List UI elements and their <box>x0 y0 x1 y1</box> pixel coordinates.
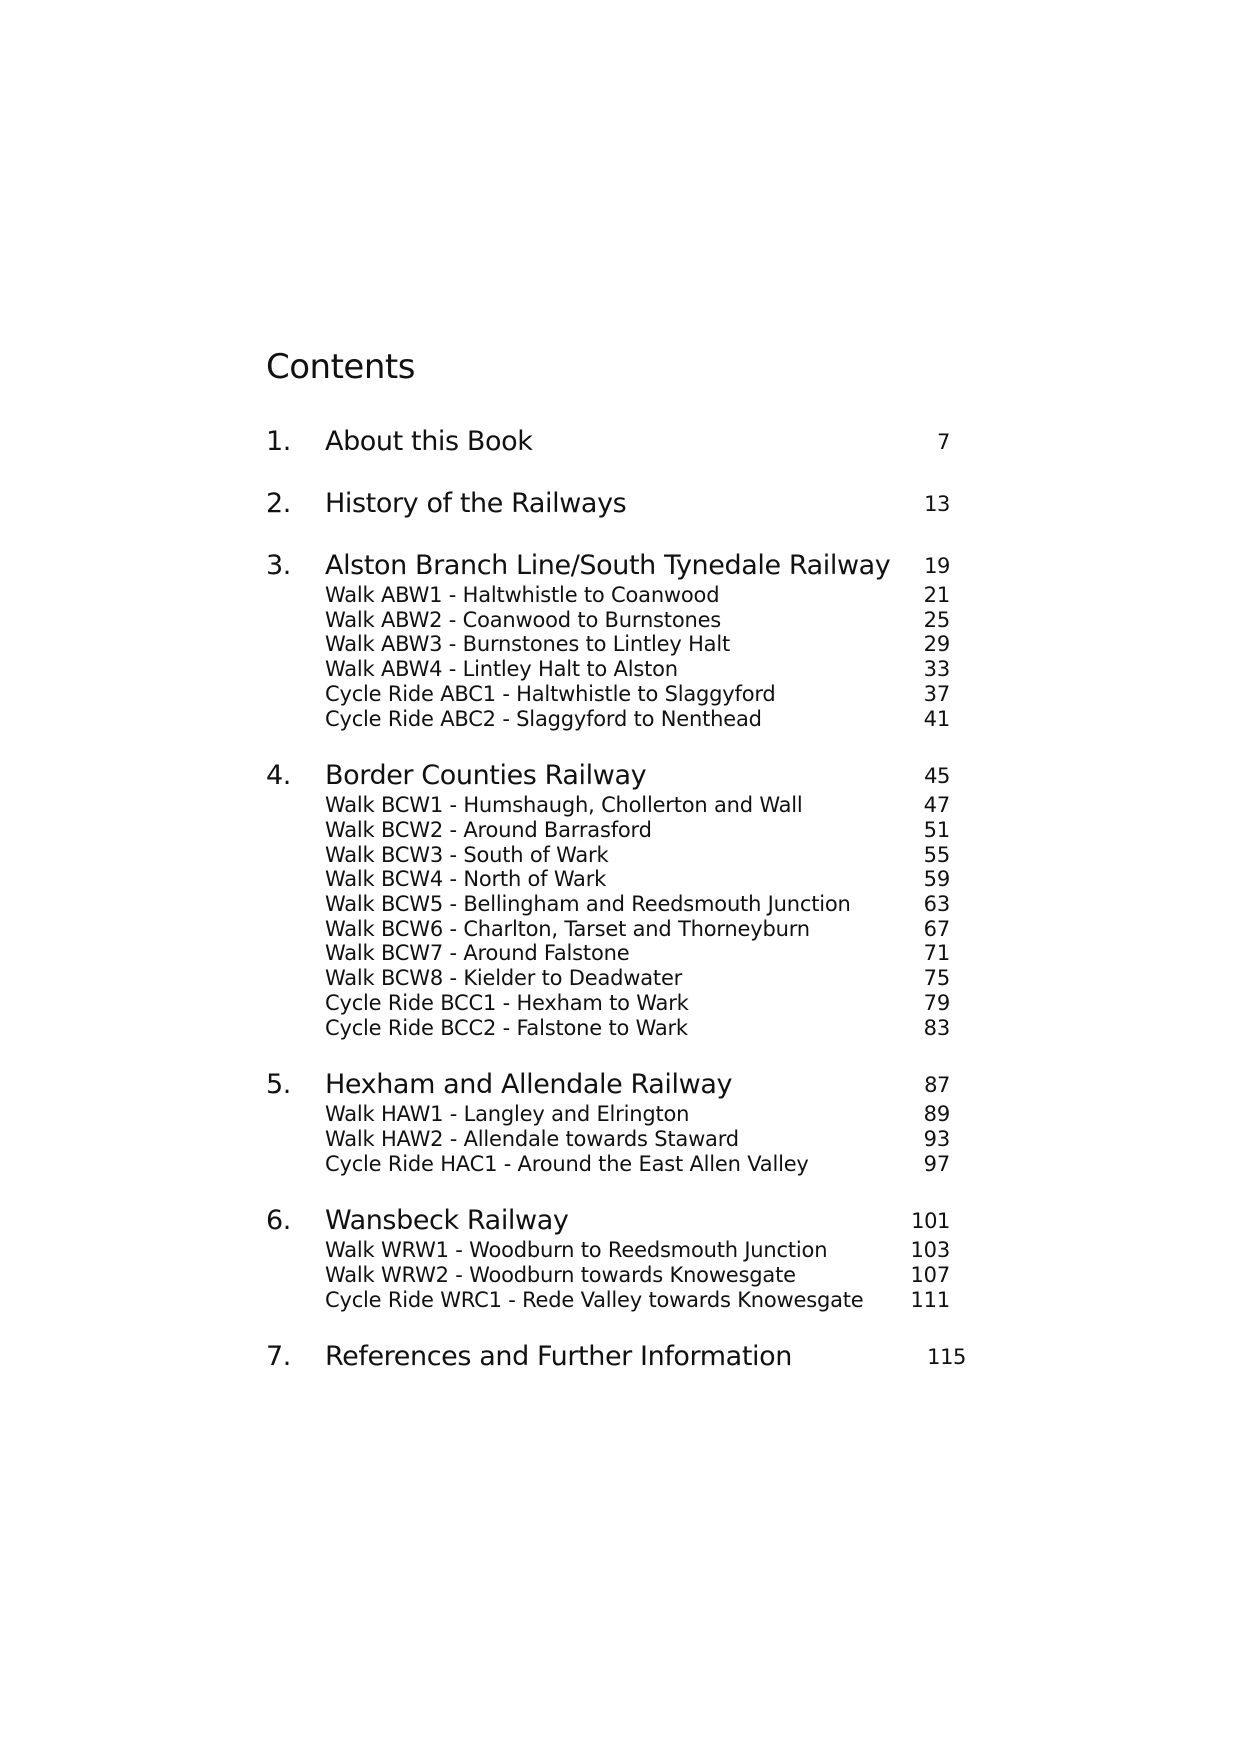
toc-entry-row[interactable] <box>266 941 966 966</box>
toc-entry-row[interactable] <box>266 966 966 991</box>
entry-title: Walk BCW3 - South of Wark <box>325 842 609 867</box>
chapter-title: Border Counties Railway <box>325 760 647 792</box>
toc-entry-row[interactable] <box>266 793 966 818</box>
toc-chapter-row[interactable] <box>266 759 966 793</box>
chapter-page-number: 115 <box>927 1345 966 1370</box>
chapter-number: 2. <box>266 488 291 519</box>
chapter-number: 6. <box>266 1205 291 1237</box>
toc-entry-row[interactable] <box>266 1127 966 1152</box>
entry-page-number: 33 <box>923 657 950 682</box>
toc-entry-row[interactable] <box>266 583 966 608</box>
entry-page-number: 79 <box>923 990 950 1015</box>
entry-page-number: 25 <box>923 607 950 632</box>
toc-entry-row[interactable] <box>266 657 966 682</box>
toc-chapter-row[interactable] <box>266 425 966 459</box>
entry-title: Cycle Ride ABC2 - Slaggyford to Nenthead <box>325 706 762 731</box>
chapter-page-number: 101 <box>911 1209 950 1234</box>
chapter-page-number: 87 <box>924 1073 950 1098</box>
entry-title: Cycle Ride BCC2 - Falstone to Wark <box>325 1015 688 1040</box>
entry-title: Walk ABW4 - Lintley Halt to Alston <box>325 657 678 682</box>
chapter-title: Alston Branch Line/South Tynedale Railway <box>325 550 891 581</box>
toc-chapter-row[interactable] <box>266 1068 966 1102</box>
chapter-page-number: 45 <box>924 764 950 789</box>
entry-page-number: 103 <box>910 1238 950 1263</box>
toc-entry-row[interactable] <box>266 1016 966 1041</box>
entry-title: Walk BCW1 - Humshaugh, Chollerton and Wall <box>325 793 803 818</box>
entry-page-number: 111 <box>910 1287 950 1312</box>
entry-page-number: 63 <box>923 892 950 917</box>
toc-chapter-row[interactable] <box>266 487 966 521</box>
chapter-title: Wansbeck Railway <box>325 1205 569 1237</box>
chapter-page-number: 7 <box>937 430 950 454</box>
chapter-number: 4. <box>266 760 291 792</box>
entry-page-number: 75 <box>923 966 950 991</box>
chapter-title: History of the Railways <box>325 488 627 519</box>
entry-page-number: 29 <box>923 632 950 657</box>
entry-page-number: 93 <box>923 1126 950 1151</box>
entry-page-number: 37 <box>923 681 950 706</box>
entry-title: Walk ABW3 - Burnstones to Lintley Halt <box>325 632 731 657</box>
toc-section <box>266 1068 966 1176</box>
chapter-title: Hexham and Allendale Railway <box>325 1069 733 1101</box>
toc-entry-row[interactable] <box>266 608 966 633</box>
entry-page-number: 55 <box>923 842 950 867</box>
chapter-number: 5. <box>266 1069 291 1101</box>
toc-entry-row[interactable] <box>266 1102 966 1127</box>
toc-entry-row[interactable] <box>266 892 966 917</box>
toc-section <box>266 549 966 731</box>
toc-entry-row[interactable] <box>266 917 966 942</box>
chapter-title: References and Further Information <box>325 1341 792 1373</box>
chapter-title: About this Book <box>325 426 533 457</box>
entry-title: Walk ABW2 - Coanwood to Burnstones <box>325 607 722 632</box>
toc-entry-row[interactable] <box>266 1238 966 1263</box>
toc-chapter-row[interactable] <box>266 1340 966 1374</box>
entry-page-number: 21 <box>923 583 950 607</box>
entry-title: Walk BCW8 - Kielder to Deadwater <box>325 966 683 991</box>
toc-entry-row[interactable] <box>266 843 966 868</box>
chapter-number: 3. <box>266 550 291 581</box>
entry-page-number: 89 <box>923 1102 950 1127</box>
chapter-number: 1. <box>266 426 291 457</box>
entry-page-number: 51 <box>923 817 950 842</box>
entry-page-number: 97 <box>923 1151 950 1176</box>
toc-entry-row[interactable] <box>266 1152 966 1177</box>
toc-chapter-row[interactable] <box>266 549 966 583</box>
entry-title: Walk ABW1 - Haltwhistle to Coanwood <box>325 583 720 607</box>
entry-title: Cycle Ride WRC1 - Rede Valley towards Knowesgate <box>325 1287 864 1312</box>
entry-page-number: 71 <box>923 941 950 966</box>
chapter-page-number: 13 <box>924 492 950 516</box>
toc-entry-row[interactable] <box>266 707 966 732</box>
entry-title: Walk BCW2 - Around Barrasford <box>325 817 652 842</box>
entry-title: Walk HAW2 - Allendale towards Staward <box>325 1126 739 1151</box>
entry-title: Cycle Ride BCC1 - Hexham to Wark <box>325 990 689 1015</box>
table-of-contents <box>266 425 966 1402</box>
entry-page-number: 67 <box>923 916 950 941</box>
toc-entry-row[interactable] <box>266 682 966 707</box>
entry-title: Walk BCW4 - North of Wark <box>325 867 607 892</box>
entry-page-number: 41 <box>923 706 950 731</box>
toc-entry-row[interactable] <box>266 1263 966 1288</box>
entry-page-number: 83 <box>923 1015 950 1040</box>
toc-section <box>266 1340 966 1374</box>
entry-title: Walk BCW7 - Around Falstone <box>325 941 630 966</box>
entry-title: Walk BCW5 - Bellingham and Reedsmouth Junction <box>325 892 851 917</box>
page-title: Contents <box>266 347 415 387</box>
entry-title: Cycle Ride ABC1 - Haltwhistle to Slaggyford <box>325 681 776 706</box>
entry-page-number: 107 <box>910 1263 950 1288</box>
chapter-number: 7. <box>266 1341 291 1373</box>
entry-title: Walk WRW2 - Woodburn towards Knowesgate <box>325 1263 796 1288</box>
toc-entry-row[interactable] <box>266 1288 966 1313</box>
entry-title: Cycle Ride HAC1 - Around the East Allen Valley <box>325 1151 809 1176</box>
toc-entry-row[interactable] <box>266 991 966 1016</box>
entry-title: Walk BCW6 - Charlton, Tarset and Thorneyburn <box>325 916 810 941</box>
toc-entry-row[interactable] <box>266 867 966 892</box>
entry-page-number: 59 <box>923 867 950 892</box>
toc-section <box>266 425 966 459</box>
toc-entry-row[interactable] <box>266 818 966 843</box>
entry-title: Walk WRW1 - Woodburn to Reedsmouth Junction <box>325 1238 828 1263</box>
chapter-page-number: 19 <box>924 554 950 578</box>
toc-section <box>266 1204 966 1312</box>
entry-page-number: 47 <box>923 793 950 818</box>
toc-entry-row[interactable] <box>266 632 966 657</box>
toc-chapter-row[interactable] <box>266 1204 966 1238</box>
toc-section <box>266 487 966 521</box>
entry-title: Walk HAW1 - Langley and Elrington <box>325 1102 690 1127</box>
toc-section <box>266 759 966 1040</box>
